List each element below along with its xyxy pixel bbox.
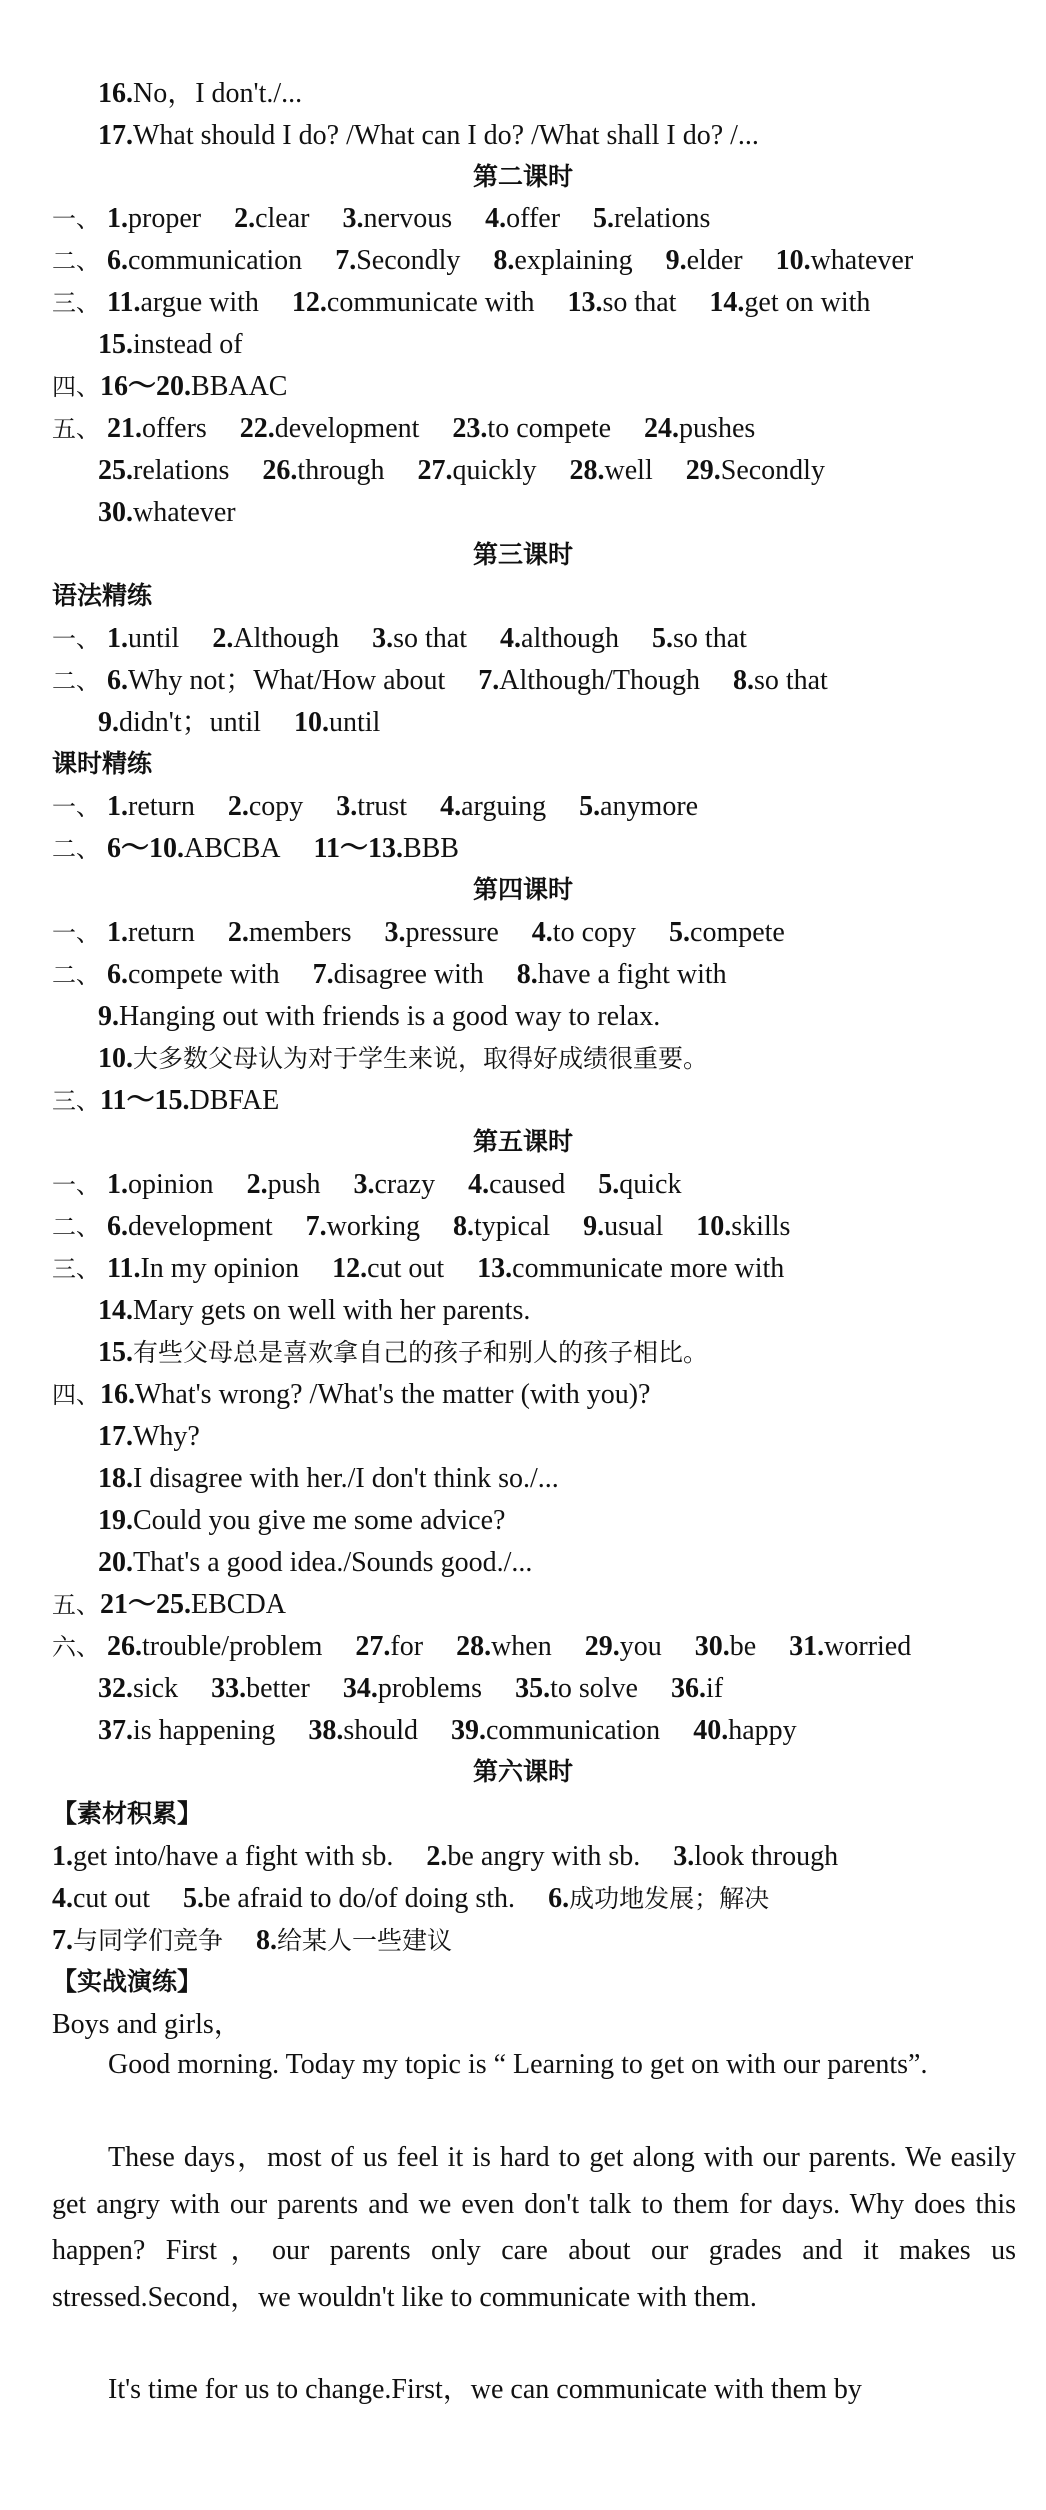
answer-item: 10.skills bbox=[696, 1211, 791, 1242]
answer-line-17: 17.What should I do? /What can I do? /What shall I do? /... bbox=[98, 120, 759, 151]
answer-item: 11.In my opinion bbox=[107, 1253, 300, 1284]
answer-item: 7.与同学们竞争 bbox=[52, 1925, 224, 1956]
answer-item: 39.communication bbox=[451, 1715, 661, 1746]
answer-item: 2.clear bbox=[234, 203, 310, 234]
answer-item: 8.给某人一些建议 bbox=[256, 1925, 453, 1956]
answer-item: 8.typical bbox=[452, 1211, 551, 1242]
answer-item: 29.you bbox=[584, 1631, 662, 1662]
answer-item: 3.crazy bbox=[353, 1169, 436, 1200]
lesson2-section-5: 五、 21.offers 22.development 23.to compete 24.pushes bbox=[52, 413, 756, 444]
answer-item: 34.problems bbox=[342, 1673, 483, 1704]
answer-item: 27.for bbox=[355, 1631, 424, 1662]
lesson4-section-3: 三、11～15.DBFAE bbox=[52, 1085, 280, 1116]
answer-item: 6.成功地发展；解决 bbox=[548, 1883, 770, 1914]
answer-item: 11.argue with bbox=[107, 287, 259, 318]
answer-item: 5.quick bbox=[598, 1169, 682, 1200]
answer-item: 35.to solve bbox=[515, 1673, 638, 1704]
lesson5-title: 第五课时 bbox=[472, 1127, 573, 1156]
answer-item: 32.sick bbox=[98, 1673, 179, 1704]
lesson5-section-3: 三、 11.In my opinion 12.cut out 13.communicate more with bbox=[52, 1253, 785, 1284]
answer-item: 6.communication bbox=[107, 245, 303, 276]
answer-item: 14.get on with bbox=[709, 287, 871, 318]
answer-item: 2.be angry with sb. bbox=[426, 1841, 641, 1872]
answer-item: 10.whatever bbox=[775, 245, 914, 276]
answer-item: 2.copy bbox=[227, 791, 304, 822]
material-line-3 bbox=[52, 1927, 1016, 1955]
answer-item: 10.until bbox=[293, 707, 381, 738]
answer-item: 6.compete with bbox=[107, 959, 280, 990]
answer-item: 30.be bbox=[694, 1631, 757, 1662]
answer-item: 36.if bbox=[670, 1673, 724, 1704]
answer-item: 5.relations bbox=[593, 203, 711, 234]
answer-item: 5.be afraid to do/of doing sth. bbox=[183, 1883, 516, 1914]
material-heading: 【素材积累】 bbox=[52, 1799, 203, 1828]
answer-item: 12.communicate with bbox=[291, 287, 535, 318]
answer-item: 1.return bbox=[107, 917, 195, 948]
answer-item: 25.relations bbox=[98, 455, 230, 486]
answer-item: 23.to compete bbox=[452, 413, 612, 444]
answer-item: 7.disagree with bbox=[312, 959, 484, 990]
answer-item: 3.nervous bbox=[342, 203, 453, 234]
answer-item: 13.communicate more with bbox=[477, 1253, 785, 1284]
answer-item: 3.look through bbox=[673, 1841, 839, 1872]
answer-item: 4.arguing bbox=[440, 791, 547, 822]
answer-item: 29.Secondly bbox=[685, 455, 825, 486]
lesson5-answer-15: 15.有些父母总是喜欢拿自己的孩子和别人的孩子相比。 bbox=[98, 1337, 709, 1368]
lesson2-section-5-end: 30.whatever bbox=[98, 497, 236, 528]
answer-item: 1.until bbox=[107, 623, 180, 654]
material-line-2 bbox=[52, 1885, 1016, 1913]
answer-item: 3.trust bbox=[336, 791, 408, 822]
answer-item: 11～13.BBB bbox=[313, 833, 459, 864]
lesson4-answer-10: 10.大多数父母认为对于学生来说，取得好成绩很重要。 bbox=[98, 1043, 709, 1074]
answer-item: 9.elder bbox=[665, 245, 743, 276]
lesson4-section-1: 一、 1.return 2.members 3.pressure 4.to copy 5.compete bbox=[52, 917, 785, 948]
lesson5-section-4: 四、16.What's wrong? /What's the matter (with you)? bbox=[52, 1379, 651, 1410]
answer-item: 1.opinion bbox=[107, 1169, 214, 1200]
answer-item: 1.return bbox=[107, 791, 195, 822]
grammar-heading: 语法精练 bbox=[52, 581, 153, 610]
lesson2-section-3: 三、 11.argue with 12.communicate with 13.so that 14.get on with bbox=[52, 287, 871, 318]
material-line-1 bbox=[52, 1843, 1016, 1871]
lesson4-answer-9: 9.Hanging out with friends is a good way to relax. bbox=[98, 1001, 661, 1032]
lesson2-section-4: 四、16～20.BBAAC bbox=[52, 371, 288, 402]
answer-item: 27.quickly bbox=[417, 455, 537, 486]
answer-line-16: 16.No，I don't./... bbox=[98, 78, 303, 109]
lesson5-section-2: 二、 6.development 7.working 8.typical 9.usual 10.skills bbox=[52, 1211, 791, 1242]
answer-item: 3.so that bbox=[372, 623, 468, 654]
answer-item: 5.compete bbox=[669, 917, 785, 948]
answer-item: 4.caused bbox=[468, 1169, 566, 1200]
answer-item: 28.when bbox=[456, 1631, 552, 1662]
grammar-section-2-cont bbox=[98, 709, 1016, 737]
answer-item: 24.pushes bbox=[644, 413, 756, 444]
lesson2-title: 第二课时 bbox=[472, 162, 573, 191]
lesson5-answer-19: 19.Could you give me some advice? bbox=[98, 1505, 506, 1536]
answer-item: 9.didn't；until bbox=[98, 707, 261, 738]
answer-item: 1.get into/have a fight with sb. bbox=[52, 1841, 394, 1872]
answer-item: 22.development bbox=[239, 413, 420, 444]
answer-item: 37.is happening bbox=[98, 1715, 276, 1746]
answer-item: 6～10.ABCBA bbox=[107, 833, 281, 864]
answer-item: 7.Secondly bbox=[335, 245, 461, 276]
lesson2-section-5-cont bbox=[98, 457, 1016, 485]
grammar-section-1: 一、 1.until 2.Although 3.so that 4.although 5.so that bbox=[52, 623, 747, 654]
practice-writing-heading: 【实战演练】 bbox=[52, 1967, 203, 1996]
answer-item: 40.happy bbox=[693, 1715, 797, 1746]
lesson6-title: 第六课时 bbox=[472, 1757, 573, 1786]
answer-item: 3.pressure bbox=[384, 917, 499, 948]
practice-heading: 课时精练 bbox=[52, 749, 153, 778]
answer-item: 26.trouble/problem bbox=[107, 1631, 323, 1662]
answer-item: 12.cut out bbox=[332, 1253, 445, 1284]
answer-item: 2.push bbox=[246, 1169, 321, 1200]
answer-item: 21.offers bbox=[107, 413, 207, 444]
practice-section-1: 一、 1.return 2.copy 3.trust 4.arguing 5.anymore bbox=[52, 791, 699, 822]
answer-item: 4.to copy bbox=[531, 917, 637, 948]
lesson5-answer-17: 17.Why? bbox=[98, 1421, 200, 1452]
answer-item: 26.through bbox=[262, 455, 385, 486]
lesson5-section-6-cont bbox=[98, 1675, 1016, 1703]
answer-item: 8.explaining bbox=[493, 245, 633, 276]
lesson4-section-2: 二、 6.compete with 7.disagree with 8.have a fight with bbox=[52, 959, 727, 990]
lesson5-answer-14: 14.Mary gets on well with her parents. bbox=[98, 1295, 531, 1326]
lesson2-section-1: 一、 1.proper 2.clear 3.nervous 4.offer 5.relations bbox=[52, 203, 711, 234]
answer-item: 2.members bbox=[227, 917, 352, 948]
answer-item: 4.although bbox=[500, 623, 620, 654]
lesson5-section-5: 五、21～25.EBCDA bbox=[52, 1589, 286, 1620]
answer-item: 1.proper bbox=[107, 203, 202, 234]
lesson5-answer-20: 20.That's a good idea./Sounds good./... bbox=[98, 1547, 533, 1578]
answer-item: 8.have a fight with bbox=[516, 959, 727, 990]
answer-item: 7.working bbox=[305, 1211, 420, 1242]
answer-item: 4.cut out bbox=[52, 1883, 150, 1914]
answer-item: 5.so that bbox=[652, 623, 747, 654]
answer-item: 6.development bbox=[107, 1211, 273, 1242]
lesson2-section-2: 二、 6.communication 7.Secondly 8.explaining 9.elder 10.whatever bbox=[52, 245, 914, 276]
essay-paragraph-2: These days，most of us feel it is hard to get along with our parents. We easily get angry with our parents and we even don't talk to them for days. Why does this happen? First，our parents only care about our grades and it makes us stressed.Second，we wouldn't like to communicate with them. bbox=[52, 2142, 1016, 2313]
answer-item: 4.offer bbox=[485, 203, 561, 234]
grammar-section-2: 二、 6.Why not；What/How about 7.Although/Though 8.so that bbox=[52, 665, 828, 696]
answer-item: 5.anymore bbox=[579, 791, 699, 822]
answer-item: 7.Although/Though bbox=[478, 665, 700, 696]
lesson2-section-3-cont: 15.instead of bbox=[98, 329, 243, 360]
essay-greeting: Boys and girls， bbox=[52, 2009, 242, 2040]
answer-item: 28.well bbox=[569, 455, 653, 486]
answer-item: 9.usual bbox=[583, 1211, 664, 1242]
answer-item: 8.so that bbox=[732, 665, 828, 696]
essay-paragraph-1: Good morning. Today my topic is “ Learning to get on with our parents”. bbox=[108, 2049, 928, 2080]
practice-section-2: 二、 6～10.ABCBA 11～13.BBB bbox=[52, 833, 459, 864]
answer-item: 38.should bbox=[308, 1715, 418, 1746]
answer-item: 13.so that bbox=[567, 287, 677, 318]
lesson5-section-6: 六、 26.trouble/problem 27.for 28.when 29.you 30.be 31.worried bbox=[52, 1631, 912, 1662]
answer-item: 6.Why not；What/How about bbox=[107, 665, 446, 696]
answer-item: 33.better bbox=[211, 1673, 310, 1704]
lesson5-answer-18: 18.I disagree with her./I don't think so./... bbox=[98, 1463, 559, 1494]
lesson5-section-1: 一、 1.opinion 2.push 3.crazy 4.caused 5.quick bbox=[52, 1169, 682, 1200]
lesson5-section-6-end bbox=[98, 1717, 1016, 1745]
essay-paragraph-3: It's time for us to change.First，we can communicate with them by bbox=[108, 2374, 862, 2405]
answer-item: 31.worried bbox=[789, 1631, 912, 1662]
answer-item: 2.Although bbox=[212, 623, 340, 654]
lesson4-title: 第四课时 bbox=[472, 875, 573, 904]
lesson3-title: 第三课时 bbox=[472, 540, 573, 569]
